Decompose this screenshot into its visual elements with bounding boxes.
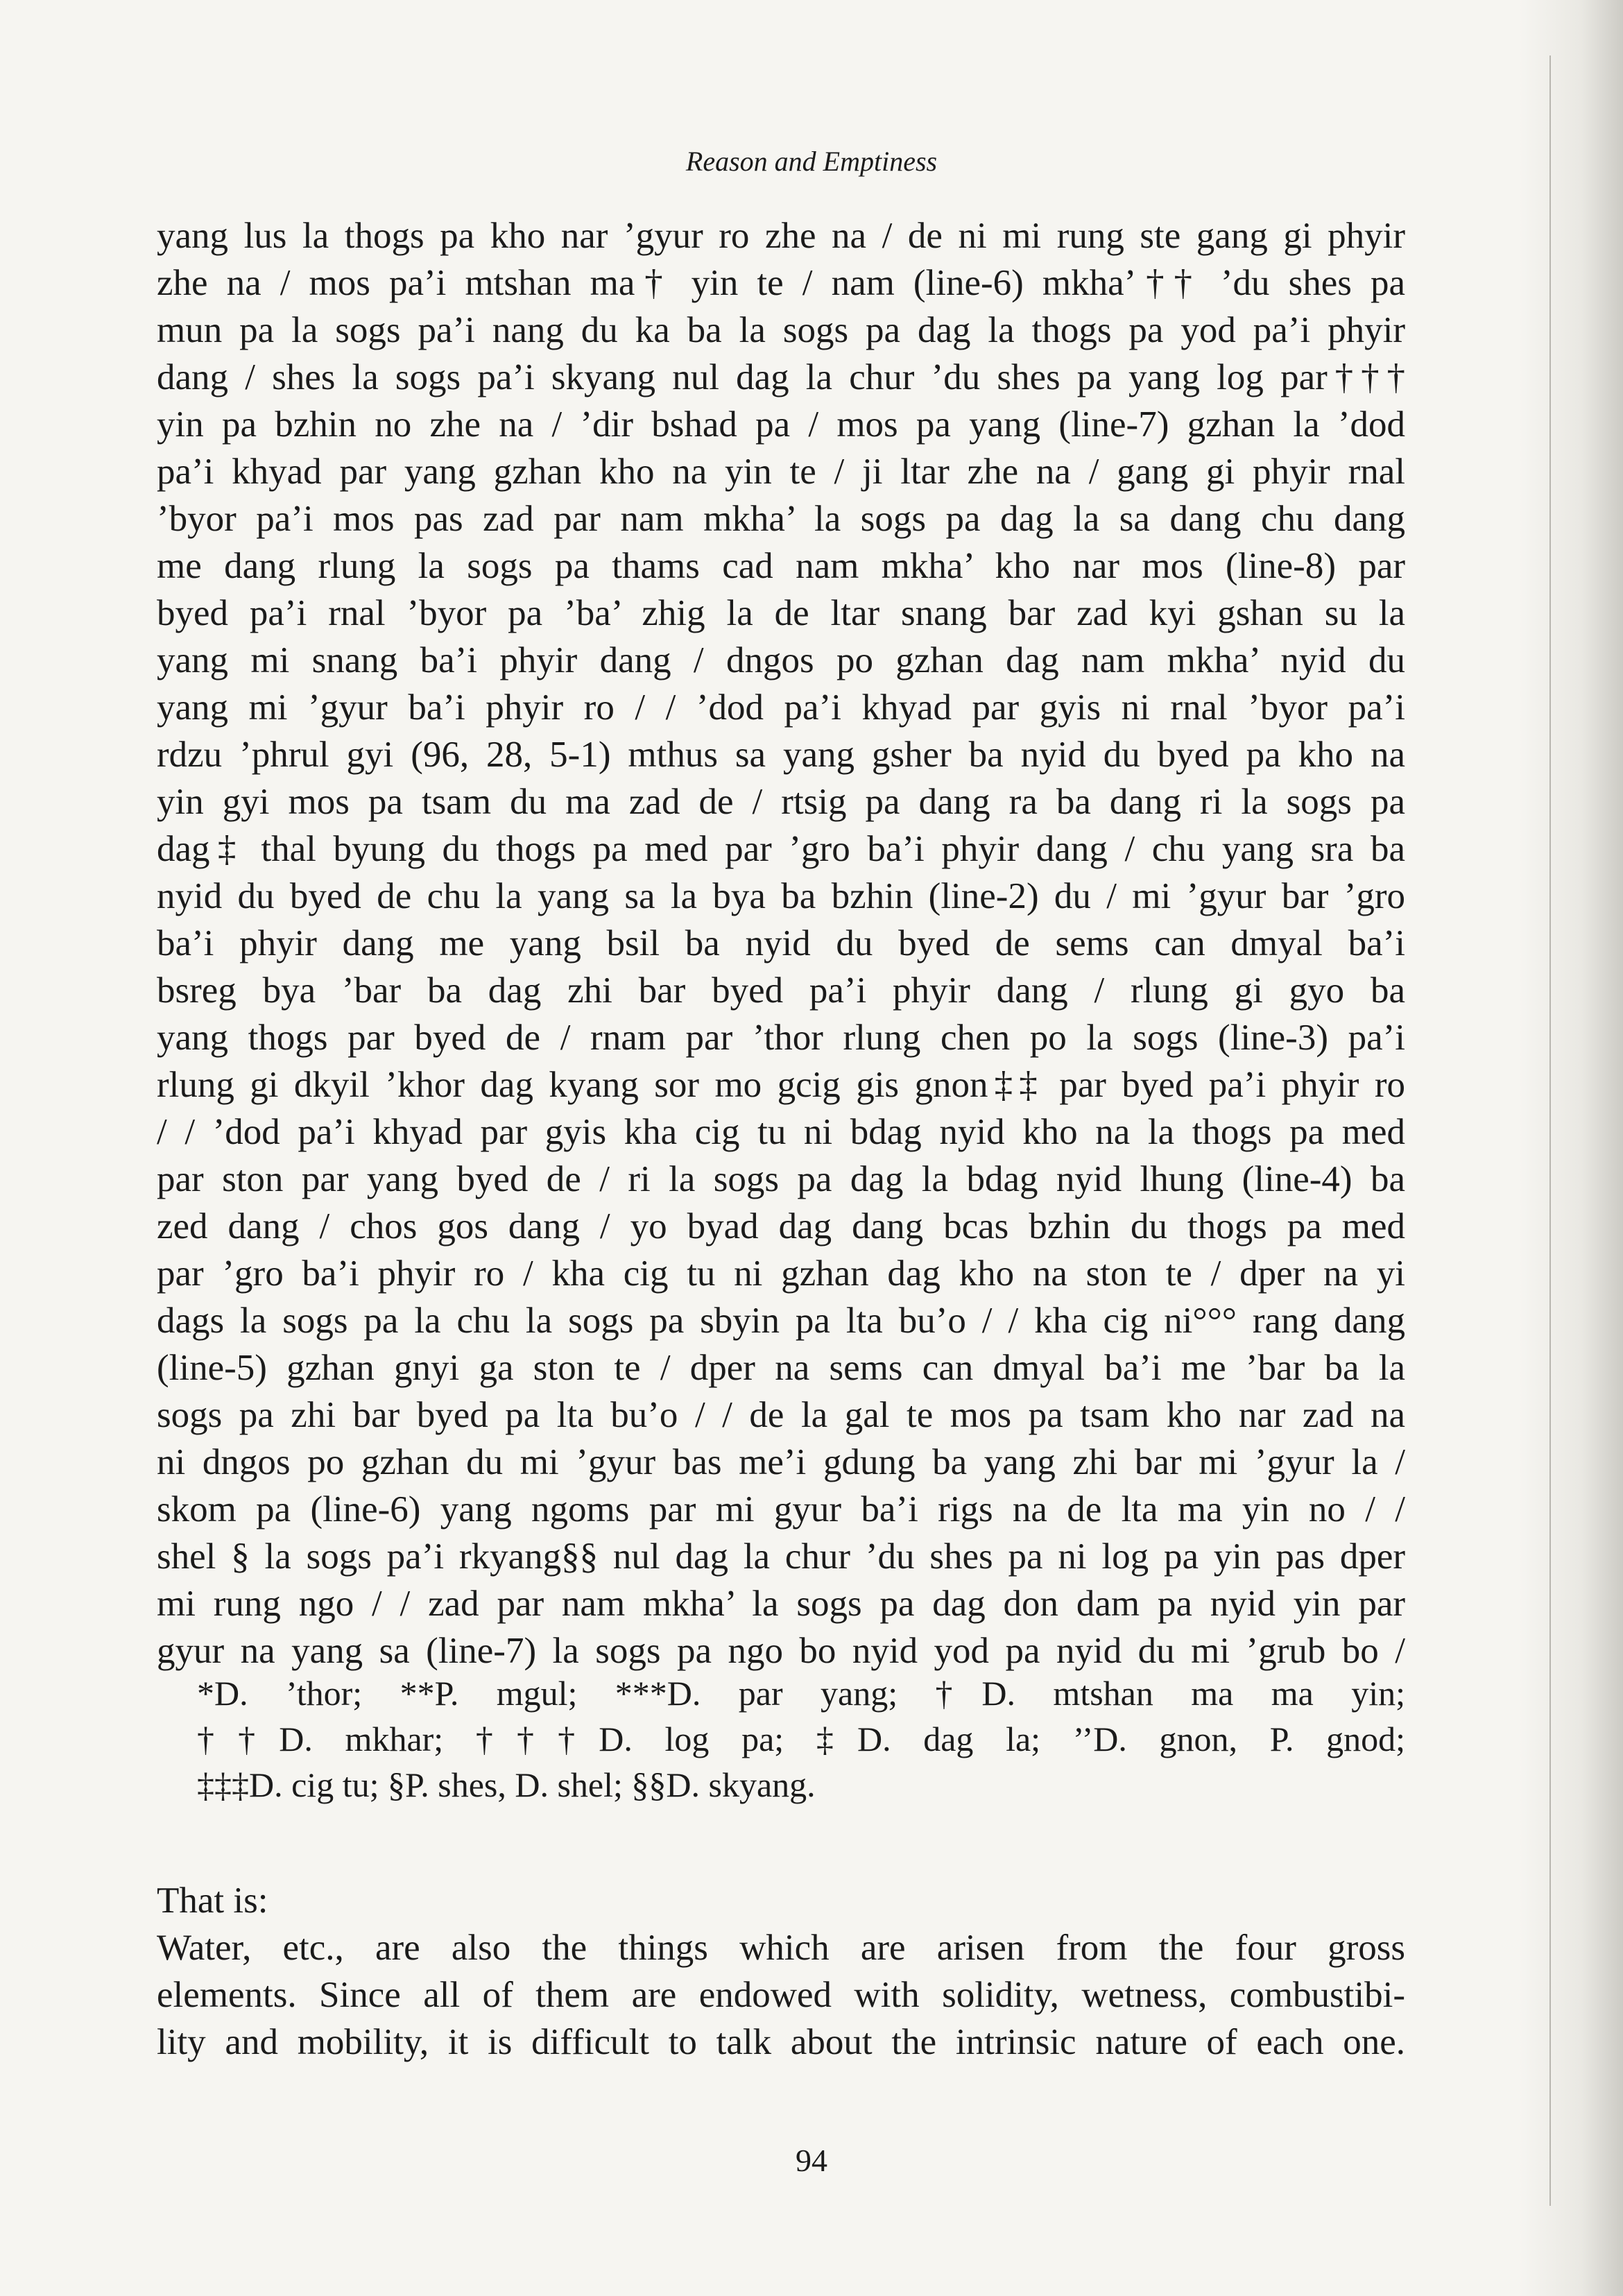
passage-line: / / ’dod pa’i khyad par gyis kha cig tu ni bdag nyid kho na la thogs pa med [157,1112,1405,1152]
passage-line: yang lus la thogs pa kho nar ’gyur ro zhe na / de ni mi rung ste gang gi phyir [157,216,1405,256]
page-edge-line [1549,55,1551,2206]
variant-notes [197,1670,1405,1808]
passage-line: dag‡ thal byung du thogs pa med par ’gro ba’i phyir dang / chu yang sra ba [157,829,1405,869]
passage-line: byed pa’i rnal ’byor pa ’ba’ zhig la de ltar snang bar zad kyi gshan su la [157,593,1405,633]
passage-line: rlung gi dkyil ’khor dag kyang sor mo gcig gis gnon‡‡ par byed pa’i phyir ro [157,1065,1405,1105]
passage-line: zed dang / chos gos dang / yo byad dag dang bcas bzhin du thogs pa med [157,1206,1405,1246]
passage-line: skom pa (line-6) yang ngoms par mi gyur ba’i rigs na de lta ma yin no / / [157,1489,1405,1530]
note-line: *D. ’thor; **P. mgul; ***D. par yang; †D. mtshan ma ma yin; [197,1674,1405,1713]
passage-line: dang / shes la sogs pa’i skyang nul dag la chur ’du shes pa yang log par††† [157,357,1405,397]
passage-line: yang mi ’gyur ba’i phyir ro / / ’dod pa’i khyad par gyis ni rnal ’byor pa’i [157,687,1405,728]
page-number: 94 [796,2143,827,2178]
note-line: ††D. mkhar; †††D. log pa; ‡D. dag la; ’’D. gnon, P. gnod; [197,1720,1405,1758]
translation-line: Water, etc., are also the things which are arisen from the four gross [157,1928,1405,1968]
passage-line: (line-5) gzhan gnyi ga ston te / dper na sems can dmyal ba’i me ’bar ba la [157,1348,1405,1388]
passage-line: yang thogs par byed de / rnam par ’thor rlung chen po la sogs (line-3) pa’i [157,1018,1405,1058]
passage-line: sogs pa zhi bar byed pa lta bu’o / / de la gal te mos pa tsam kho nar zad na [157,1395,1405,1435]
note-line: ‡‡‡D. cig tu; §P. shes, D. shel; §§D. skyang. [197,1765,816,1804]
translation-line: lity and mobility, it is difficult to talk about the intrinsic nature of each one. [157,2022,1405,2062]
translation-intro: That is: [157,1881,268,1921]
running-head: Reason and Emptiness [685,146,938,177]
passage-line: zhe na / mos pa’i mtshan ma† yin te / nam (line-6) mkha’†† ’du shes pa [157,263,1405,303]
passage-line: shel § la sogs pa’i rkyang§§ nul dag la chur ’du shes pa ni log pa yin pas dper [157,1536,1405,1577]
tibetan-passage [157,212,1405,1674]
translation [157,1877,1405,2066]
passage-line: rdzu ’phrul gyi (96, 28, 5-1) mthus sa yang gsher ba nyid du byed pa kho na [157,735,1405,775]
page-edge-shadow [1519,0,1623,2296]
passage-line: par ’gro ba’i phyir ro / kha cig tu ni gzhan dag kho na ston te / dper na yi [157,1253,1405,1294]
passage-line: dags la sogs pa la chu la sogs pa sbyin pa lta bu’o / / kha cig ni°°° rang dang [157,1301,1405,1341]
passage-line: mun pa la sogs pa’i nang du ka ba la sogs pa dag la thogs pa yod pa’i phyir [157,310,1405,350]
passage-line: ba’i phyir dang me yang bsil ba nyid du byed de sems can dmyal ba’i [157,923,1405,963]
passage-line: ni dngos po gzhan du mi ’gyur bas me’i gdung ba yang zhi bar mi ’gyur la / [157,1442,1405,1482]
passage-line: ’byor pa’i mos pas zad par nam mkha’ la sogs pa dag la sa dang chu dang [157,499,1405,539]
passage-line: par ston par yang byed de / ri la sogs pa dag la bdag nyid lhung (line-4) ba [157,1159,1405,1199]
passage-line: mi rung ngo / / zad par nam mkha’ la sogs pa dag don dam pa nyid yin par [157,1584,1405,1624]
passage-line: yin gyi mos pa tsam du ma zad de / rtsig pa dang ra ba dang ri la sogs pa [157,782,1405,822]
passage-line: bsreg bya ’bar ba dag zhi bar byed pa’i phyir dang / rlung gi gyo ba [157,970,1405,1011]
translation-line: elements. Since all of them are endowed with solidity, wetness, combustibi- [157,1975,1405,2015]
passage-line: nyid du byed de chu la yang sa la bya ba bzhin (line-2) du / mi ’gyur bar ’gro [157,876,1405,916]
passage-line: me dang rlung la sogs pa thams cad nam mkha’ kho nar mos (line-8) par [157,546,1405,586]
passage-line: pa’i khyad par yang gzhan kho na yin te / ji ltar zhe na / gang gi phyir rnal [157,452,1405,492]
passage-line: gyur na yang sa (line-7) la sogs pa ngo bo nyid yod pa nyid du mi ’grub bo / [157,1631,1405,1671]
passage-line: yang mi snang ba’i phyir dang / dngos po gzhan dag nam mkha’ nyid du [157,640,1405,680]
passage-line: yin pa bzhin no zhe na / ’dir bshad pa / mos pa yang (line-7) gzhan la ’dod [157,404,1405,445]
